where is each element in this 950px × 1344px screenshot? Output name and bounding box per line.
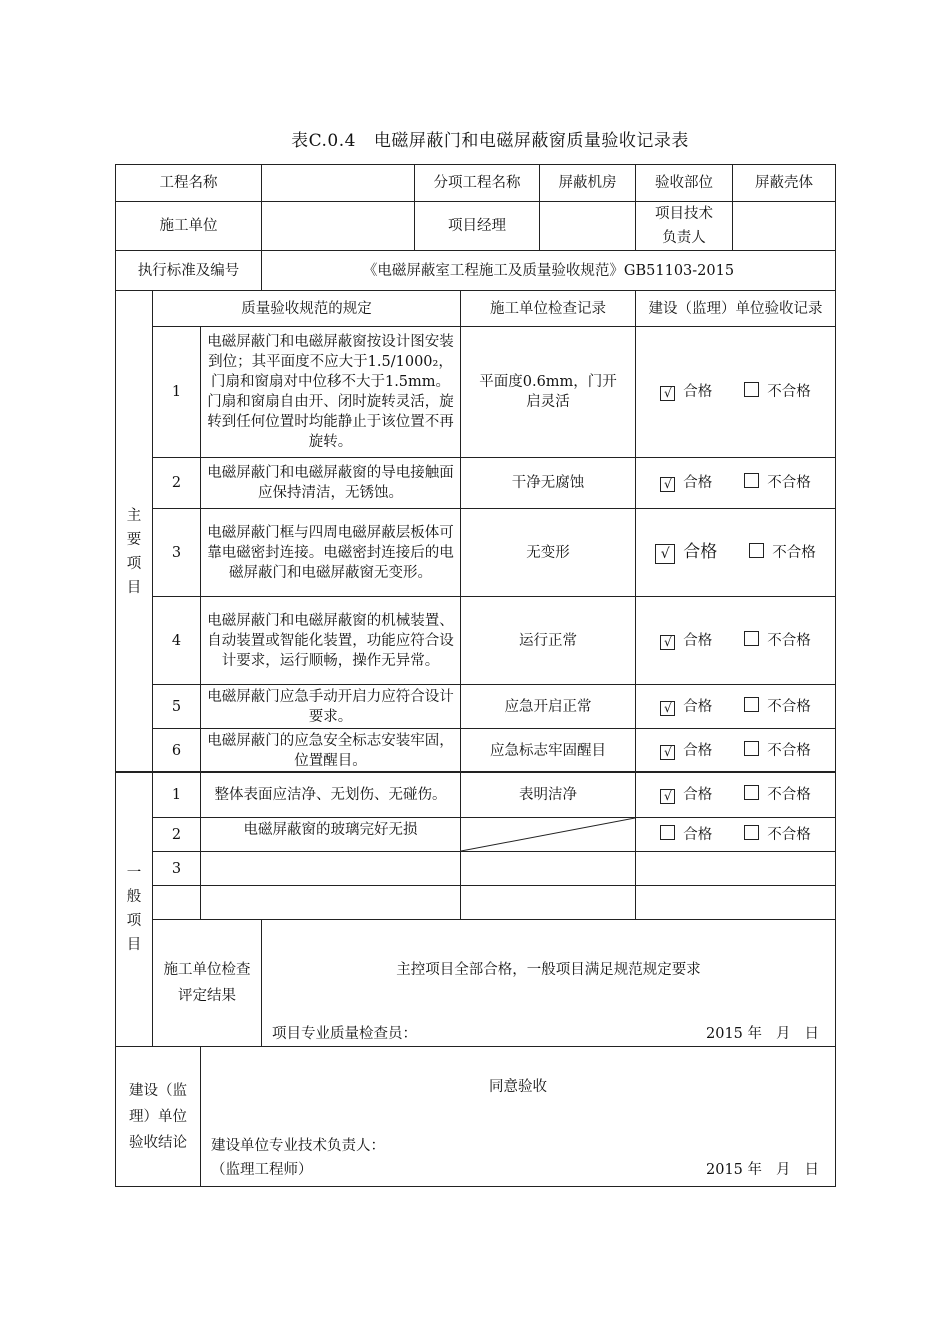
main-item-accept <box>636 597 836 685</box>
main-item-accept <box>636 327 836 458</box>
main-items-label <box>116 291 153 773</box>
contractor-conclusion[interactable]: 主控项目全部合格，一般项目满足规范规定要求 <box>396 962 701 978</box>
general-item-no: 3 <box>153 852 201 886</box>
fail-checkbox[interactable] <box>749 543 764 558</box>
main-item-no: 2 <box>153 458 201 509</box>
vertical-char: 项 <box>126 913 142 929</box>
main-item-accept <box>636 458 836 509</box>
owner-signer-sub-label: （监理工程师） <box>211 1162 313 1178</box>
subitem-value[interactable]: 屏蔽机房 <box>540 165 636 202</box>
general-item-no: 2 <box>153 818 201 852</box>
pass-label: 合格 <box>683 541 718 562</box>
pass-label: 合格 <box>683 632 713 649</box>
main-item-record[interactable]: 运行正常 <box>461 597 636 685</box>
pass-label: 合格 <box>683 786 713 803</box>
main-item-record[interactable]: 应急标志牢固醒目 <box>461 729 636 773</box>
manager-label: 项目经理 <box>415 202 540 251</box>
general-item-accept[interactable] <box>636 886 836 920</box>
fail-label: 不合格 <box>767 698 811 715</box>
spec-header: 质量验收规范的规定 <box>153 291 461 327</box>
contractor-result-label: 施工单位检查评定结果 <box>153 920 262 1047</box>
fail-option[interactable] <box>744 473 811 493</box>
general-item-row-3 <box>116 852 836 886</box>
vertical-char: 主 <box>126 507 142 524</box>
pass-label: 合格 <box>683 826 713 843</box>
pass-checkbox[interactable]: √ <box>660 477 675 492</box>
pass-label: 合格 <box>683 698 713 715</box>
main-item-row-2 <box>116 458 836 509</box>
fail-label: 不合格 <box>767 742 811 759</box>
pass-option[interactable] <box>660 785 712 805</box>
check-record-header: 施工单位检查记录 <box>461 291 636 327</box>
general-item-record-na[interactable] <box>461 818 636 852</box>
header-row-2 <box>116 202 836 251</box>
main-item-spec: 电磁屏蔽门和电磁屏蔽窗的导电接触面应保持清洁，无锈蚀。 <box>201 458 461 509</box>
main-item-accept <box>636 729 836 773</box>
pass-checkbox[interactable]: √ <box>660 635 675 650</box>
fail-option[interactable] <box>744 631 811 651</box>
main-item-record[interactable]: 无变形 <box>461 509 636 597</box>
owner-result-row <box>116 1047 836 1187</box>
general-item-record[interactable]: 表明洁净 <box>461 772 636 818</box>
main-items-vertical-text <box>120 504 148 600</box>
pass-checkbox[interactable]: √ <box>660 745 675 760</box>
pass-option[interactable] <box>655 542 717 564</box>
fail-option[interactable] <box>744 785 811 805</box>
header-row-1 <box>116 165 836 202</box>
pass-label: 合格 <box>683 475 713 491</box>
pass-option[interactable] <box>660 382 712 402</box>
part-value[interactable]: 屏蔽壳体 <box>733 165 836 202</box>
pass-label: 合格 <box>683 742 713 759</box>
pass-checkbox[interactable]: √ <box>660 789 675 804</box>
vertical-char: 目 <box>126 579 142 596</box>
fail-checkbox[interactable] <box>744 697 759 712</box>
main-item-record[interactable]: 平面度0.6mm，门开启灵活 <box>461 327 636 458</box>
general-item-spec: 电磁屏蔽窗的玻璃完好无损 <box>201 818 461 852</box>
fail-option[interactable] <box>744 825 811 845</box>
pass-option[interactable] <box>660 631 712 651</box>
fail-label: 不合格 <box>772 544 816 561</box>
contractor-signer-label: 项目专业质量检查员： <box>272 1026 417 1042</box>
main-item-spec: 电磁屏蔽门和电磁屏蔽窗按设计图安装到位；其平面度不应大于1.5/1000₂，门扇和窗扇对中位移不大于1.5mm。门扇和窗扇自由开、闭时旋转灵活，旋转到任何位置时均能静止于该位置不再旋转。 <box>201 327 461 458</box>
contractor-label: 施工单位 <box>116 202 262 251</box>
owner-result-body <box>201 1047 836 1187</box>
fail-checkbox[interactable] <box>744 785 759 800</box>
general-item-row-1 <box>116 772 836 818</box>
main-item-row-5 <box>116 685 836 729</box>
acceptance-table <box>115 164 836 773</box>
general-item-record[interactable] <box>461 886 636 920</box>
pass-checkbox[interactable]: √ <box>655 544 675 564</box>
standard-label: 执行标准及编号 <box>116 251 262 291</box>
main-item-spec: 电磁屏蔽门应急手动开启力应符合设计要求。 <box>201 685 461 729</box>
main-item-no: 4 <box>153 597 201 685</box>
contractor-result-body <box>262 920 836 1047</box>
general-item-accept <box>636 772 836 818</box>
vertical-char: 般 <box>126 889 142 905</box>
fail-label: 不合格 <box>767 786 811 803</box>
general-items-vertical-text <box>120 861 148 957</box>
fail-option[interactable] <box>744 741 811 761</box>
pass-checkbox[interactable] <box>660 825 675 840</box>
contractor-value[interactable] <box>262 202 415 251</box>
fail-checkbox[interactable] <box>744 741 759 756</box>
general-table <box>115 771 836 1187</box>
form-code: 表C.0.4 <box>291 131 356 151</box>
owner-date[interactable]: 2015 年 月 日 <box>706 1162 820 1178</box>
fail-label: 不合格 <box>767 475 811 491</box>
general-items-label <box>116 772 153 1047</box>
main-item-spec: 电磁屏蔽门和电磁屏蔽窗的机械装置、自动装置或智能化装置，功能应符合设计要求，运行顺畅，操作无异常。 <box>201 597 461 685</box>
general-item-record[interactable] <box>461 852 636 886</box>
manager-value[interactable] <box>540 202 636 251</box>
general-item-no: 1 <box>153 772 201 818</box>
standard-value: 《电磁屏蔽室工程施工及质量验收规范》GB51103-2015 <box>262 251 836 291</box>
form-name: 电磁屏蔽门和电磁屏蔽窗质量验收记录表 <box>373 131 689 151</box>
main-item-no: 5 <box>153 685 201 729</box>
general-item-no <box>153 886 201 920</box>
contractor-result-row <box>116 920 836 1047</box>
fail-label: 不合格 <box>767 826 811 843</box>
main-item-row-6 <box>116 729 836 773</box>
main-item-no: 1 <box>153 327 201 458</box>
accept-record-header: 建设（监理）单位验收记录 <box>636 291 836 327</box>
pass-option[interactable] <box>660 697 712 717</box>
column-header-row <box>116 291 836 327</box>
fail-checkbox[interactable] <box>744 825 759 840</box>
project-name-label: 工程名称 <box>116 165 262 202</box>
fail-label: 不合格 <box>767 384 811 400</box>
fail-option[interactable] <box>744 382 811 402</box>
general-item-accept <box>636 818 836 852</box>
general-item-spec: 整体表面应洁净、无划伤、无碰伤。 <box>201 772 461 818</box>
pass-option[interactable] <box>660 473 712 493</box>
main-item-record[interactable]: 干净无腐蚀 <box>461 458 636 509</box>
tech-lead-value[interactable] <box>733 202 836 251</box>
standard-row <box>116 251 836 291</box>
vertical-char: 项 <box>126 555 142 572</box>
pass-option[interactable] <box>660 741 712 761</box>
main-item-accept <box>636 509 836 597</box>
part-label: 验收部位 <box>636 165 733 202</box>
vertical-char: 一 <box>126 865 142 881</box>
main-item-accept <box>636 685 836 729</box>
main-item-row-3 <box>116 509 836 597</box>
pass-checkbox[interactable]: √ <box>660 386 675 401</box>
vertical-char: 要 <box>126 531 142 548</box>
general-item-spec <box>201 852 461 886</box>
form-title <box>0 126 950 151</box>
general-item-spec <box>201 886 461 920</box>
main-item-row-1 <box>116 327 836 458</box>
contractor-date[interactable]: 2015 年 月 日 <box>706 1026 820 1042</box>
main-item-spec: 电磁屏蔽门的应急安全标志安装牢固，位置醒目。 <box>201 729 461 773</box>
vertical-char: 目 <box>126 937 142 953</box>
fail-option[interactable] <box>749 543 816 563</box>
general-item-accept[interactable] <box>636 852 836 886</box>
subitem-label: 分项工程名称 <box>415 165 540 202</box>
main-item-record[interactable]: 应急开启正常 <box>461 685 636 729</box>
project-name-value[interactable] <box>262 165 415 202</box>
main-item-no: 3 <box>153 509 201 597</box>
pass-checkbox[interactable]: √ <box>660 701 675 716</box>
pass-option[interactable] <box>660 825 712 845</box>
owner-result-label: 建设（监理）单位验收结论 <box>116 1047 201 1187</box>
fail-checkbox[interactable] <box>744 473 759 488</box>
fail-checkbox[interactable] <box>744 631 759 646</box>
pass-label: 合格 <box>683 384 713 400</box>
owner-signer-label: 建设单位专业技术负责人： <box>211 1138 385 1154</box>
fail-option[interactable] <box>744 697 811 717</box>
tech-lead-label: 项目技术负责人 <box>636 202 733 251</box>
main-item-spec: 电磁屏蔽门框与四周电磁屏蔽层板体可靠电磁密封连接。电磁密封连接后的电磁屏蔽门和电磁屏蔽窗无变形。 <box>201 509 461 597</box>
owner-conclusion[interactable]: 同意验收 <box>489 1079 547 1095</box>
main-item-row-4 <box>116 597 836 685</box>
fail-checkbox[interactable] <box>744 382 759 397</box>
general-item-row-4 <box>116 886 836 920</box>
fail-label: 不合格 <box>767 632 811 649</box>
diagonal-strike <box>461 818 635 851</box>
general-item-row-2 <box>116 818 836 852</box>
main-item-no: 6 <box>153 729 201 773</box>
